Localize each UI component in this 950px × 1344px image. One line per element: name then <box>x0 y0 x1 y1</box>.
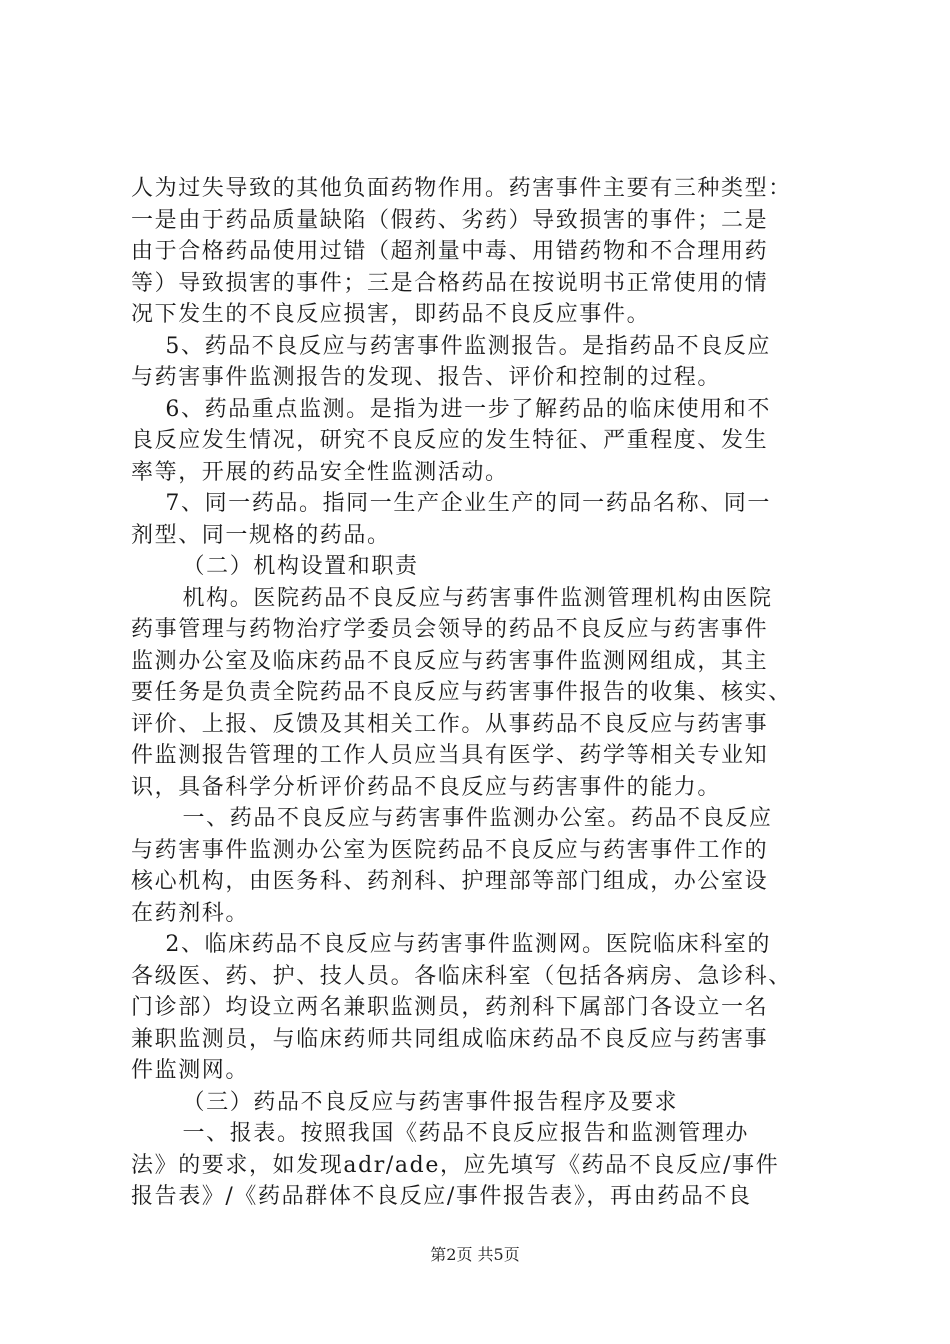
text-line: 核心机构，由医务科、药剂科、护理部等部门组成，办公室设 <box>131 869 769 894</box>
text-line: 6、药品重点监测。是指为进一步了解药品的临床使用和不 <box>131 396 771 422</box>
text-line: 报告表》/《药品群体不良反应/事件报告表》，再由药品不良 <box>131 1184 752 1209</box>
text-line: 药事管理与药物治疗学委员会领导的药品不良反应与药害事件 <box>131 617 769 642</box>
text-line: 件监测报告管理的工作人员应当具有医学、药学等相关专业知 <box>131 743 769 768</box>
page-number-footer: 第2页 共5页 <box>430 1245 520 1264</box>
text-line: 一、药品不良反应与药害事件监测办公室。药品不良反应 <box>131 806 773 831</box>
section-heading: （三）药品不良反应与药害事件报告程序及要求 <box>131 1089 679 1115</box>
text-line: 良反应发生情况，研究不良反应的发生特征、严重程度、发生 <box>131 428 769 453</box>
text-line: 一是由于药品质量缺陷（假药、劣药）导致损害的事件；二是 <box>131 207 769 233</box>
text-line: 况下发生的不良反应损害，即药品不良反应事件。 <box>131 302 651 327</box>
text-line: 2、临床药品不良反应与药害事件监测网。医院临床科室的 <box>131 932 771 957</box>
text-line: 各级医、药、护、技人员。各临床科室（包括各病房、急诊科、 <box>131 963 792 989</box>
text-line: 评价、上报、反馈及其相关工作。从事药品不良反应与药害事 <box>131 711 769 737</box>
text-line: 监测办公室及临床药品不良反应与药害事件监测网组成，其主 <box>131 648 769 674</box>
text-line: 门诊部）均设立两名兼职监测员，药剂科下属部门各设立一名 <box>131 995 769 1020</box>
text-line: 由于合格药品使用过错（超剂量中毒、用错药物和不合理用药 <box>131 239 769 264</box>
text-line: 识，具备科学分析评价药品不良反应与药害事件的能力。 <box>131 774 722 800</box>
text-line: 人为过失导致的其他负面药物作用。药害事件主要有三种类型： <box>131 176 792 201</box>
section-heading: （二）机构设置和职责 <box>131 554 419 579</box>
text-line: 机构。医院药品不良反应与药害事件监测管理机构由医院 <box>131 585 773 611</box>
text-line: 5、药品不良反应与药害事件监测报告。是指药品不良反应 <box>131 333 771 359</box>
text-line: 等）导致损害的事件；三是合格药品在按说明书正常使用的情 <box>131 270 769 296</box>
text-line: 兼职监测员，与临床药师共同组成临床药品不良反应与药害事 <box>131 1026 769 1052</box>
text-line: 一、报表。按照我国《药品不良反应报告和监测管理办 <box>131 1121 749 1146</box>
text-line: 在药剂科。 <box>131 900 250 926</box>
text-line: 法》的要求，如发现adr/ade，应先填写《药品不良反应/事件 <box>131 1152 780 1178</box>
text-line: 剂型、同一规格的药品。 <box>131 522 391 548</box>
text-line: 率等，开展的药品安全性监测活动。 <box>131 459 509 485</box>
document-body <box>131 173 831 1213</box>
text-line: 与药害事件监测办公室为医院药品不良反应与药害事件工作的 <box>131 837 769 863</box>
text-line: 与药害事件监测报告的发现、报告、评价和控制的过程。 <box>131 365 722 390</box>
text-line: 件监测网。 <box>131 1058 250 1083</box>
text-line: 要任务是负责全院药品不良反应与药害事件报告的收集、核实、 <box>131 680 792 705</box>
text-line: 7、同一药品。指同一生产企业生产的同一药品名称、同一 <box>131 491 771 516</box>
